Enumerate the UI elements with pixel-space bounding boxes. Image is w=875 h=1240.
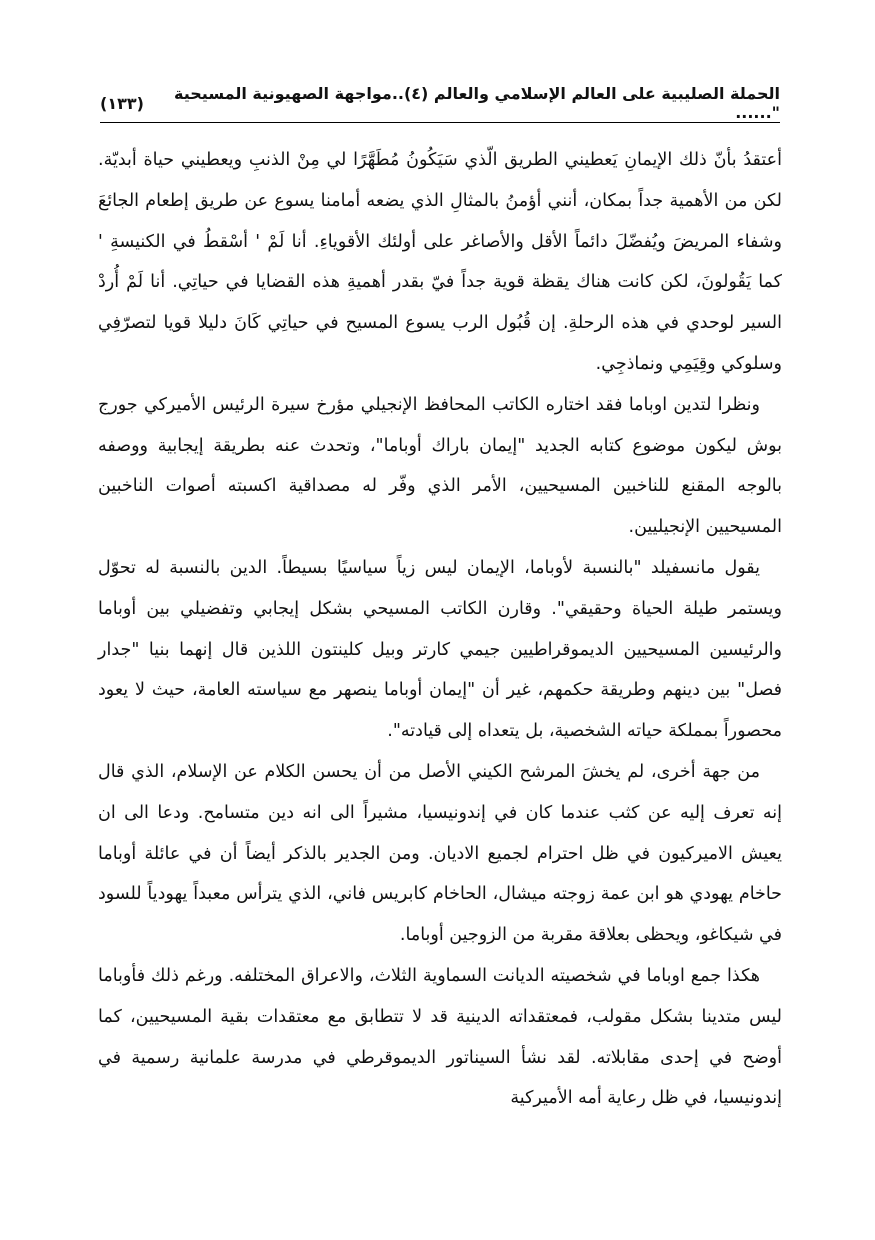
page-number: (١٣٣) bbox=[100, 93, 144, 113]
running-header bbox=[100, 84, 780, 122]
paragraph: ونظرا لتدين اوباما فقد اختاره الكاتب المحافظ الإنجيلي مؤرخ سيرة الرئيس الأميركي جورج بوش ليكون موضوع كتابه الجديد "إيمان باراك أوباما"، وتحدث عنه بطريقة إيجابية ووصفه بالوجه المقنع للناخبين المسيحيين، الأمر الذي وفّر له مصداقية اكسبته أصوات الناخبين المسيحيين الإنجيليين. bbox=[98, 394, 782, 538]
paragraph: أعتقدُ بأنّ ذلك الإيمانِ يَعطيني الطريق الّذي سَيَكُونُ مُطَهَّرًا لي مِنْ الذنبِ ويعطيني حياة أبديّة. لكن من الأهمية جداً بمكان، أنني أؤمنُ بالمثالِ الذي يضعه أمامنا يسوع عن طريق إطعام الجائعَ وشفاء المريضَ ويُفضّلَ دائماً الأقل والأصاغر على أولئك الأقوياءِ. أنا لَمْ ' أسْقطُ في الكنيسةِ ' كما يَقُولونَ، لكن كانت هناك يقظة قوية جداً فيّ بقدر أهميةِ هذه القضايا في حياتِي. أنا لَمْ أُردْ السير لوحدي في هذه الرحلةِ. إن قُبُول الرب يسوع المسيح في حياتِي كَانَ دليلا قويا لتصرّفِي وسلوكي وقِيَمِي ونماذجِي. bbox=[98, 150, 782, 374]
paragraph: هكذا جمع اوباما في شخصيته الديانت السماوية الثلاث، والاعراق المختلفه. ورغم ذلك فأوباما ليس متدينا بشكل مقولب، فمعتقداته الدينية قد لا تتطابق مع معتقدات بقية المسيحيين، كما أوضح في إحدى مقابلاته. لقد نشأ السيناتور الديموقرطي في مدرسة علمانية رسمية في إندونيسيا، في ظل رعاية أمه الأميركية bbox=[98, 965, 782, 1109]
document-body bbox=[98, 140, 782, 1119]
paragraph: يقول مانسفيلد "بالنسبة لأوباما، الإيمان ليس زياً سياسيًا بسيطاً. الدين بالنسبة له تحوّل ويستمر طيلة الحياة وحقيقي". وقارن الكاتب المسيحي بشكل إيجابي وتفضيلي بين أوباما والرئيسين المسيحيين الديموقراطيين جيمي كارتر وبيل كلينتون اللذين قال إنهما بنيا "جدار فصل" بين دينهم وطريقة حكمهم، غير أن "إيمان أوباما ينصهر مع سياسته العامة، حيث لا يعود محصوراً بمملكة حياته الشخصية، بل يتعداه إلى قيادته". bbox=[98, 557, 782, 742]
paragraph: من جهة أخرى، لم يخشَ المرشح الكيني الأصل من أن يحسن الكلام عن الإسلام، الذي قال إنه تعرف إليه عن كثب عندما كان في إندونيسيا، مشيراً الى انه دين متسامح. ودعا الى ان يعيش الاميركيون في ظل احترام لجميع الاديان. ومن الجدير بالذكر أيضاً أن في عائلة أوباما حاخام يهودي هو ابن عمة زوجته ميشال، الحاخام كابريس فاني، الذي يترأس معبداً يهودياً للسود في شيكاغو، ويحظى بعلاقة مقربة من الزوجين أوباما. bbox=[98, 761, 782, 946]
header-divider bbox=[100, 122, 780, 123]
header-title: الحملة الصليبية على العالم الإسلامي والعالم (٤)..مواجهة الصهيونية المسيحية "...... bbox=[174, 84, 780, 122]
